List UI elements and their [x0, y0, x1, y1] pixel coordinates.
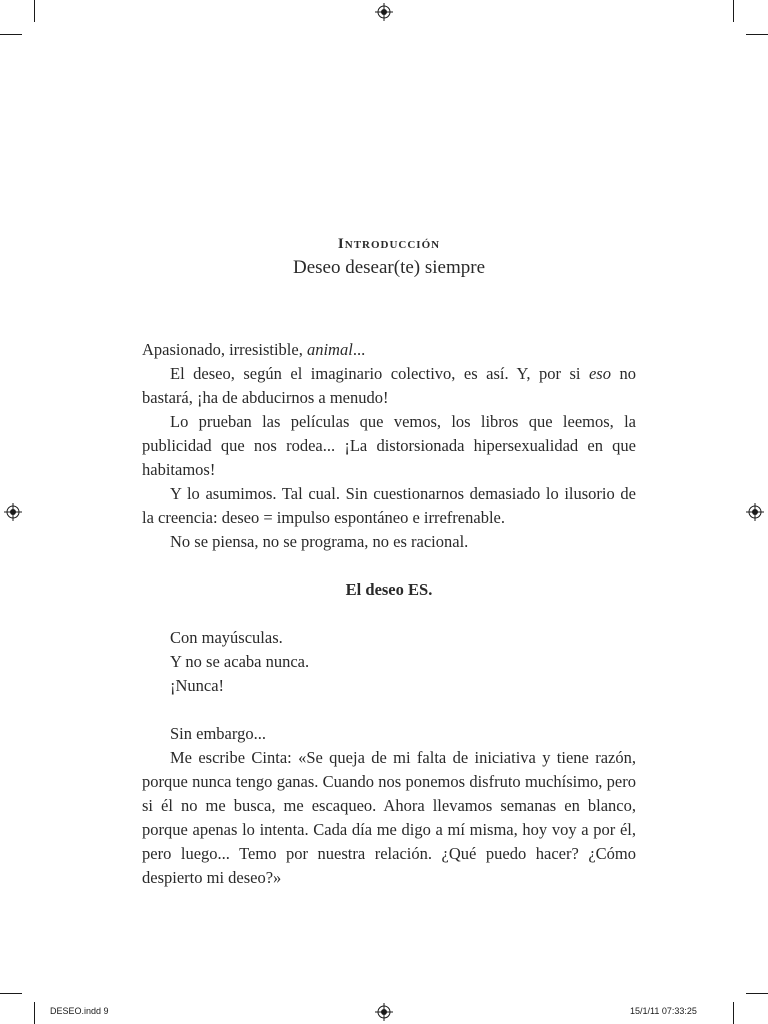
- chapter-kicker: Introducción: [337, 236, 441, 252]
- paragraph: Y lo asumimos. Tal cual. Sin cuestionarnos demasiado lo ilusorio de la creencia: deseo = impulso espontáneo e irrefrenable.: [142, 484, 636, 527]
- crop-mark-bottom-left: [34, 1002, 35, 1024]
- paragraph: Apasionado, irresistible, animal...: [142, 340, 366, 359]
- paragraph: ¡Nunca!: [170, 676, 225, 695]
- crop-mark-bottom-right: [733, 1002, 734, 1024]
- registration-mark-icon: [375, 3, 393, 21]
- chapter-title: Deseo desear(te) siempre: [292, 257, 485, 278]
- registration-mark-icon: [375, 1003, 393, 1021]
- section-heading: El deseo ES.: [345, 580, 433, 599]
- paragraph: No se piensa, no se programa, no es racional.: [170, 532, 469, 551]
- crop-mark-bottom-left-h: [0, 993, 22, 994]
- crop-mark-top-right: [733, 0, 734, 22]
- paragraph: Con mayúsculas.: [170, 628, 283, 647]
- page-text-block: [142, 232, 636, 890]
- paragraph: Y no se acaba nunca.: [170, 652, 310, 671]
- paragraph: Lo prueban las películas que vemos, los libros que leemos, la publicidad que nos rodea... ¡La distorsionada hipersexualidad en que habitamos!: [142, 412, 636, 479]
- slug-file: DESEO.indd 9: [50, 1006, 109, 1016]
- crop-mark-top-right-h: [746, 34, 768, 35]
- crop-mark-bottom-right-h: [746, 993, 768, 994]
- crop-mark-top-left-h: [0, 34, 22, 35]
- slug-timestamp: 15/1/11 07:33:25: [630, 1006, 697, 1016]
- registration-mark-icon: [746, 503, 764, 521]
- registration-mark-icon: [4, 503, 22, 521]
- paragraph: Sin embargo...: [170, 724, 266, 743]
- paragraph: Me escribe Cinta: «Se queja de mi falta de iniciativa y tiene razón, porque nunca tengo ganas. Cuando nos ponemos disfruto muchísimo, pero si él no me busca, me escaqueo. Ahora llevamos semanas en blanco, porque apenas lo intenta. Cada día me digo a mí misma, hoy voy a por él, pero luego... Temo por nuestra relación. ¿Qué puedo hacer? ¿Cómo despierto mi deseo?»: [142, 748, 636, 887]
- body-text: [142, 338, 636, 890]
- paragraph: El deseo, según el imaginario colectivo, es así. Y, por si eso no bastará, ¡ha de abducirnos a menudo!: [142, 364, 636, 407]
- crop-mark-top-left: [34, 0, 35, 22]
